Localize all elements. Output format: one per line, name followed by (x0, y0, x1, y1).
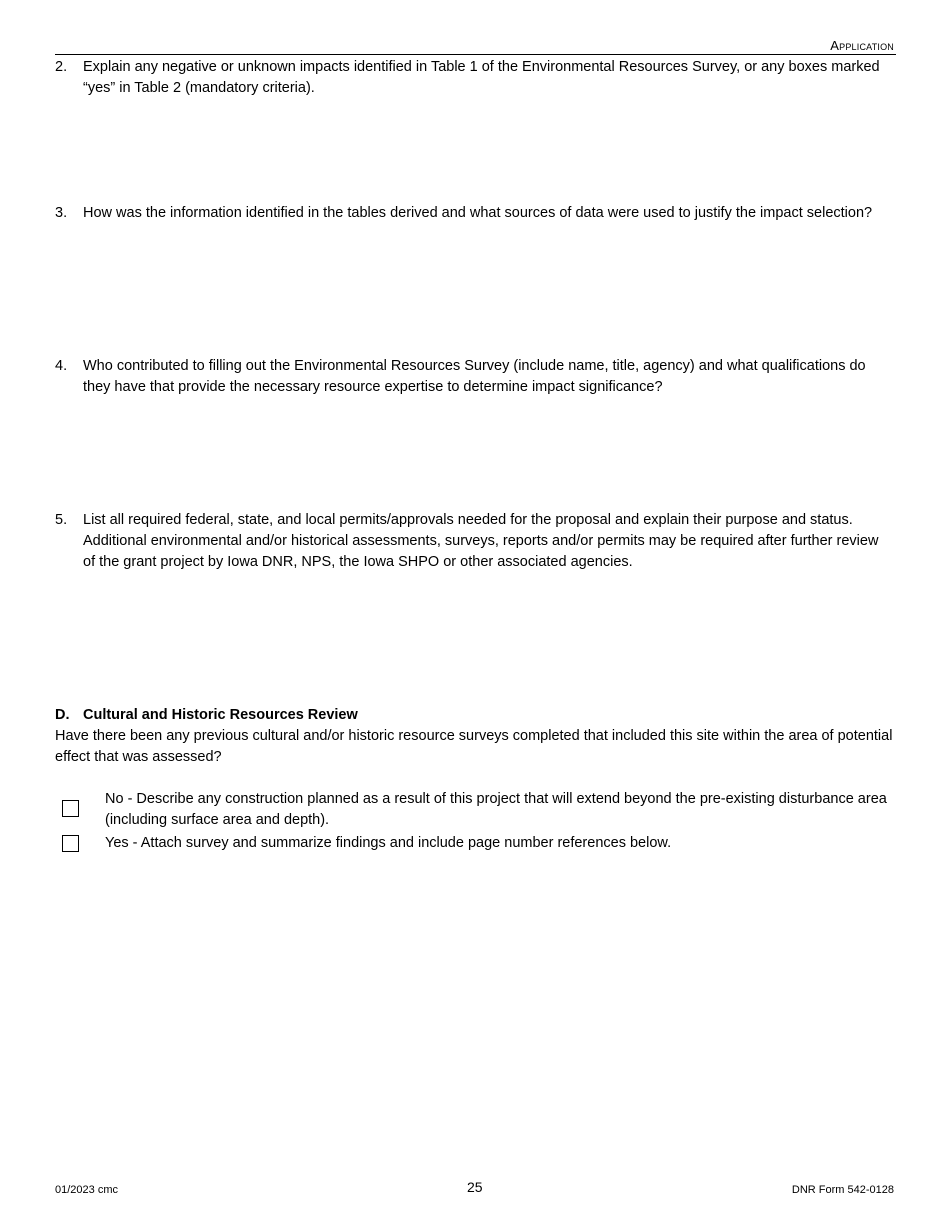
question-number: 5. (55, 512, 68, 528)
option-yes-label: Yes - Attach survey and summarize findings and include page number references below. (105, 835, 672, 851)
question-text: How was the information identified in the tables derived and what sources of data were used to justify the impact selection? (83, 205, 873, 221)
section-title-text: Cultural and Historic Resources Review (83, 707, 358, 723)
page-number: 25 (467, 1179, 483, 1195)
section-d-title (55, 705, 358, 726)
page-header-label: Application (830, 38, 894, 53)
question-text: List all required federal, state, and local permits/approvals needed for the proposal and explain their purpose and status. Additional environmental and/or historical assessments, surveys, reports and/or permits may be required after further review of the grant project by Iowa DNR, NPS, the Iowa SHPO or other associated agencies. (83, 512, 879, 570)
footer-date: 01/2023 cmc (55, 1184, 118, 1196)
question-text: Explain any negative or unknown impacts identified in Table 1 of the Environmental Resources Survey, or any boxes marked “yes” in Table 2 (mandatory criteria). (83, 59, 880, 96)
header-divider (55, 54, 896, 55)
question-number: 2. (55, 59, 68, 75)
question-5 (55, 510, 893, 573)
section-d-question: Have there been any previous cultural and/or historic resource surveys completed that included this site within the area of potential effect that was assessed? (55, 728, 893, 765)
option-no (62, 789, 892, 831)
section-letter: D. (55, 707, 70, 723)
option-yes (62, 833, 892, 854)
question-text: Who contributed to filling out the Environmental Resources Survey (include name, title, agency) and what qualifications do they have that provide the necessary resource expertise to determine impact significance? (83, 358, 866, 395)
no-checkbox[interactable] (62, 800, 79, 817)
form-number: DNR Form 542-0128 (791, 1184, 894, 1196)
question-number: 4. (55, 358, 68, 374)
yes-checkbox[interactable] (62, 835, 79, 852)
question-2 (55, 57, 893, 99)
question-number: 3. (55, 205, 68, 221)
question-4 (55, 356, 893, 398)
question-3 (55, 203, 893, 224)
option-no-label: No - Describe any construction planned as a result of this project that will extend beyond the pre-existing disturbance area (including surface area and depth). (105, 791, 887, 828)
